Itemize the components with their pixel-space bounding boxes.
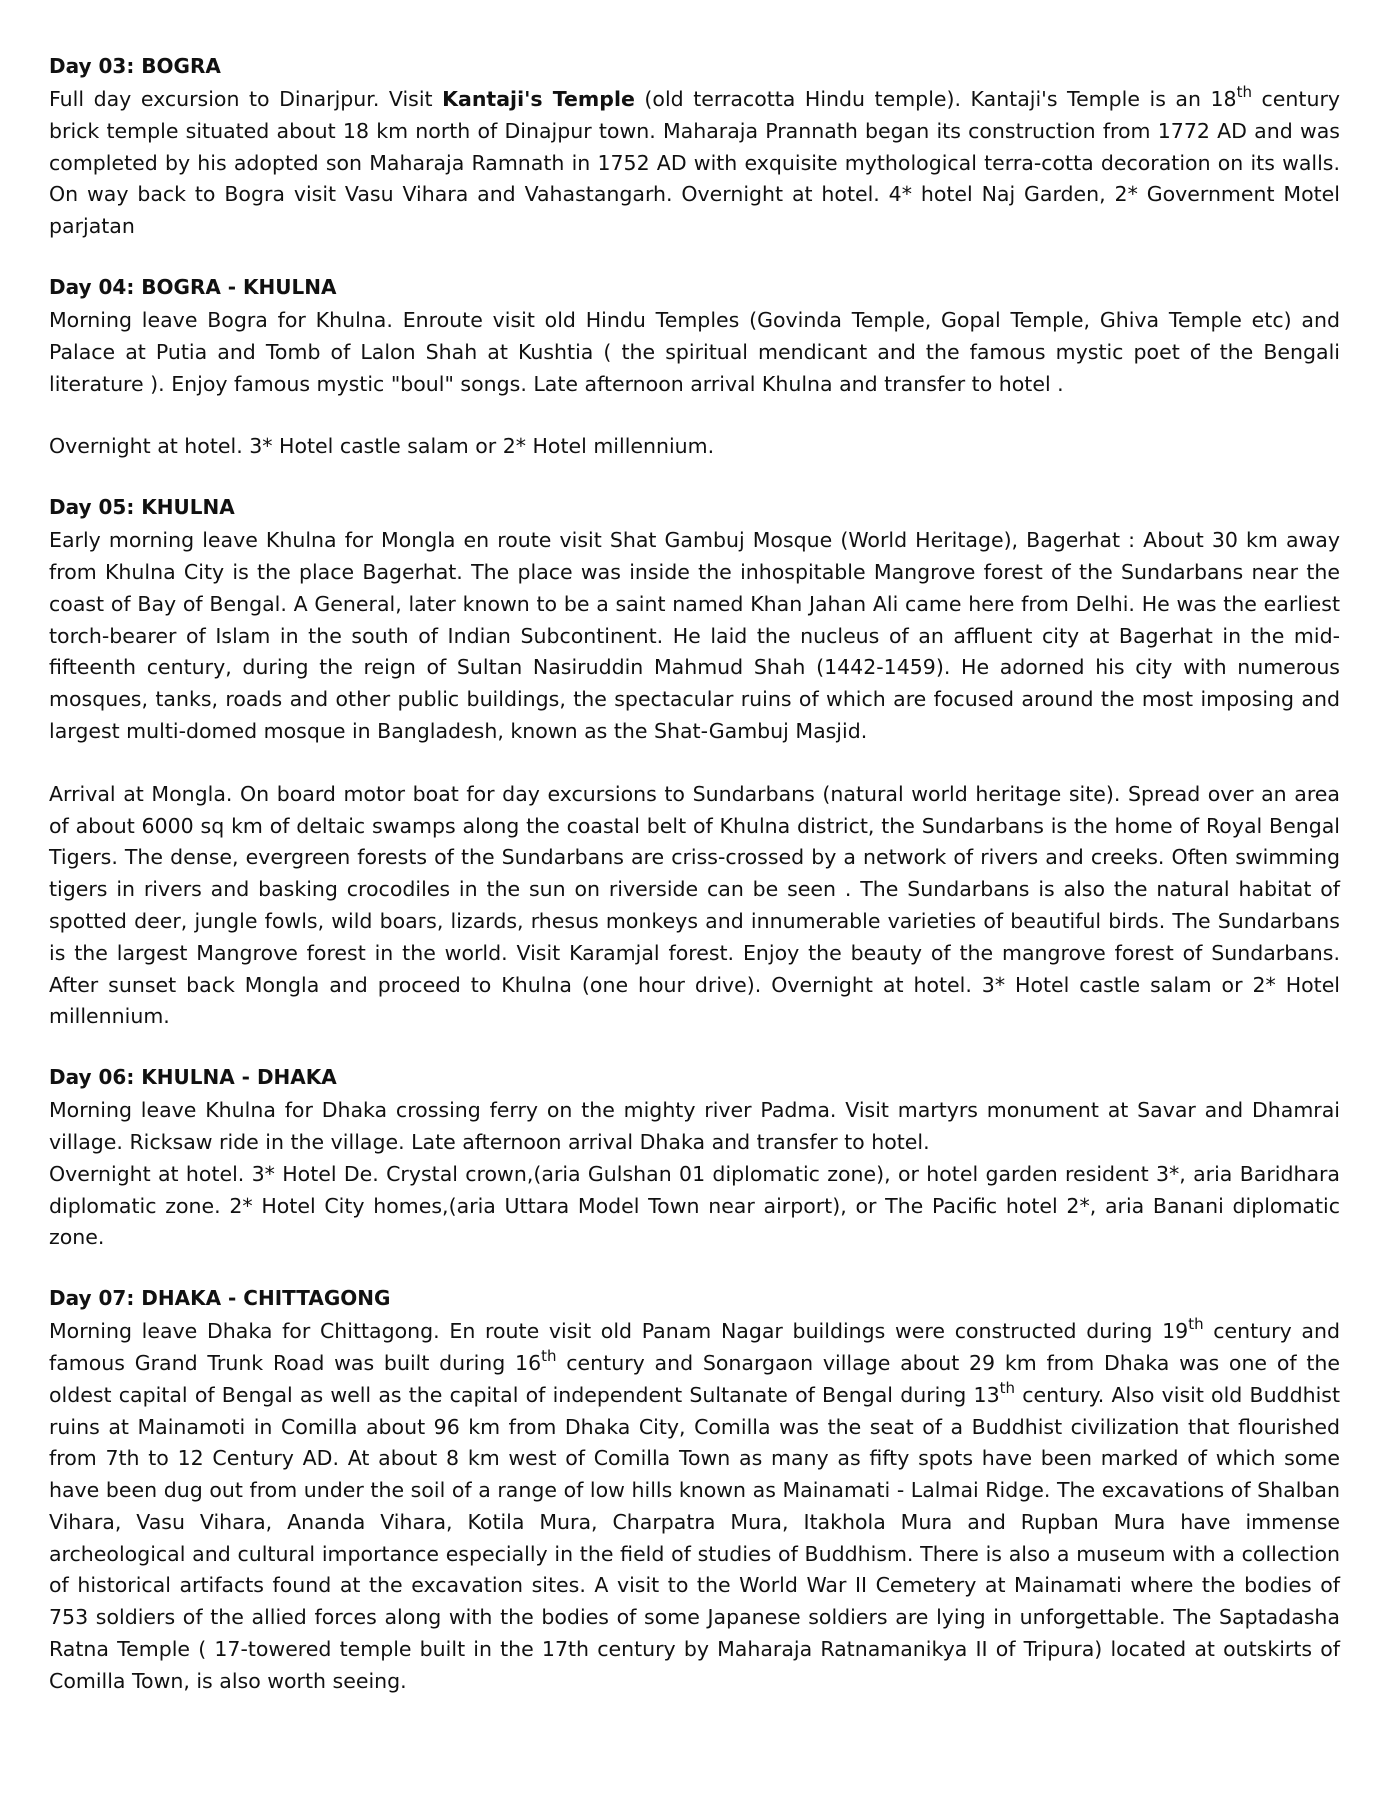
ordinal-suffix: th (999, 1378, 1016, 1397)
day-paragraph (49, 1316, 1340, 1698)
day-paragraph: Overnight at hotel. 3* Hotel castle salam or 2* Hotel millennium. (49, 434, 715, 459)
day-heading: Day 05: KHULNA (49, 495, 235, 520)
day-paragraph: Overnight at hotel. 3* Hotel De. Crystal crown,(aria Gulshan 01 diplomatic zone), or hotel garden resident 3*, aria Baridhara diplomatic zone. 2* Hotel City homes,(aria Uttara Model Town near airport), or The Pacific hotel 2*, aria Banani diplomatic zone. (49, 1161, 1340, 1250)
day-paragraph (49, 84, 1340, 243)
day-paragraph: Morning leave Khulna for Dhaka crossing ferry on the mighty river Padma. Visit martyrs monument at Savar and Dhamrai village. Ricksaw ride in the village. Late afternoon arrival Dhaka and transfer to hotel. (49, 1098, 1340, 1154)
day-heading: Day 07: DHAKA - CHITTAGONG (49, 1286, 391, 1311)
day-04-section (49, 273, 1340, 463)
ordinal-suffix: th (541, 1346, 557, 1365)
day-heading: Day 06: KHULNA - DHAKA (49, 1065, 337, 1090)
text-run: Morning leave Dhaka for Chittagong. En route visit old Panam Nagar buildings were constructed during 19 (49, 1319, 1189, 1344)
text-run: century. Also visit old Buddhist ruins at Mainamoti in Comilla about 96 km from Dhaka City, Comilla was the seat of a Buddhist civilization that flourished from 7th to 12 Century AD. At about 8 km west of Comilla Town as many as fifty spots have been marked of which some have been dug out from under the soil of a range of low hills known as Mainamati - Lalmai Ridge. The excavations of Shalban Vihara, Vasu Vihara, Ananda Vihara, Kotila Mura, Charpatra Mura, Itakhola Mura and Rupban Mura have immense archeological and cultural importance especially in the field of studies of Buddhism. There is also a museum with a collection of historical artifacts found at the excavation sites. A visit to the World War II Cemetery at Mainamati where the bodies of 753 soldiers of the allied forces along with the bodies of some Japanese soldiers are lying in unforgettable. The Saptadasha Ratna Temple ( 17-towered temple built in the 17th century by Maharaja Ratnamanikya II of Tripura) located at outskirts of Comilla Town, is also worth seeing. (49, 1382, 1340, 1693)
text-run: century brick temple situated about 18 km north of Dinajpur town. Maharaja Prannath began its construction from 1772 AD and was completed by his adopted son Maharaja Ramnath in 1752 AD with exquisite mythological terra-cotta decoration on its walls. On way back to Bogra visit Vasu Vihara and Vahastangarh. Overnight at hotel. 4* hotel Naj Garden, 2* Government Motel parjatan (49, 87, 1341, 239)
day-07-section (49, 1284, 1340, 1698)
day-03-section (49, 52, 1340, 243)
day-paragraph: Morning leave Bogra for Khulna. Enroute visit old Hindu Temples (Govinda Temple, Gopal Temple, Ghiva Temple etc) and Palace at Putia and Tomb of Lalon Shah at Kushtia ( the spiritual mendicant and the famous mystic poet of the Bengali literature ). Enjoy famous mystic "boul" songs. Late afternoon arrival Khulna and transfer to hotel . (49, 307, 1340, 396)
day-06-section (49, 1063, 1340, 1254)
day-heading: Day 03: BOGRA (49, 54, 221, 78)
text-run: (old terracotta Hindu temple). Kantaji's Temple is an 18 (634, 87, 1237, 111)
day-heading: Day 04: BOGRA - KHULNA (49, 274, 337, 299)
day-paragraph: Early morning leave Khulna for Mongla en route visit Shat Gambuj Mosque (World Heritage), Bagerhat : About 30 km away from Khulna City is the place Bagerhat. The place was inside the inhospitable Mangrove forest of the Sundarbans near the coast of Bay of Bengal. A General, later known to be a saint named Khan Jahan Ali came here from Delhi. He was the earliest torch-bearer of Islam in the south of Indian Subcontinent. He laid the nucleus of an affluent city at Bagerhat in the mid-fifteenth century, during the reign of Sultan Nasiruddin Mahmud Shah (1442-1459). He adorned his city with numerous mosques, tanks, roads and other public buildings, the spectacular ruins of which are focused around the most imposing and largest multi-domed mosque in Bangladesh, known as the Shat-Gambuj Masjid. (49, 528, 1340, 743)
text-run: century and famous Grand Trunk Road was built during 16 (49, 1319, 1340, 1375)
ordinal-suffix: th (1188, 1315, 1204, 1334)
text-run: Full day excursion to Dinarjpur. Visit (49, 87, 443, 111)
temple-name-bold: Kantaji's Temple (442, 87, 635, 111)
ordinal-suffix: th (1236, 83, 1252, 101)
day-05-section (49, 493, 1340, 1033)
day-paragraph: Arrival at Mongla. On board motor boat for day excursions to Sundarbans (natural world heritage site). Spread over an area of about 6000 sq km of deltaic swamps along the coastal belt of Khulna district, the Sundarbans is the home of Royal Bengal Tigers. The dense, evergreen forests of the Sundarbans are criss-crossed by a network of rivers and creeks. Often swimming tigers in rivers and basking crocodiles in the sun on riverside can be seen . The Sundarbans is also the natural habitat of spotted deer, jungle fowls, wild boars, lizards, rhesus monkeys and innumerable varieties of beautiful birds. The Sundarbans is the largest Mangrove forest in the world. Visit Karamjal forest. Enjoy the beauty of the mangrove forest of Sundarbans. After sunset back Mongla and proceed to Khulna (one hour drive). Overnight at hotel. 3* Hotel castle salam or 2* Hotel millennium. (49, 781, 1340, 1029)
text-run: century and Sonargaon village about 29 km from Dhaka was one of the oldest capital of Bengal as well as the capital of independent Sultanate of Bengal during 13 (49, 1350, 1340, 1407)
